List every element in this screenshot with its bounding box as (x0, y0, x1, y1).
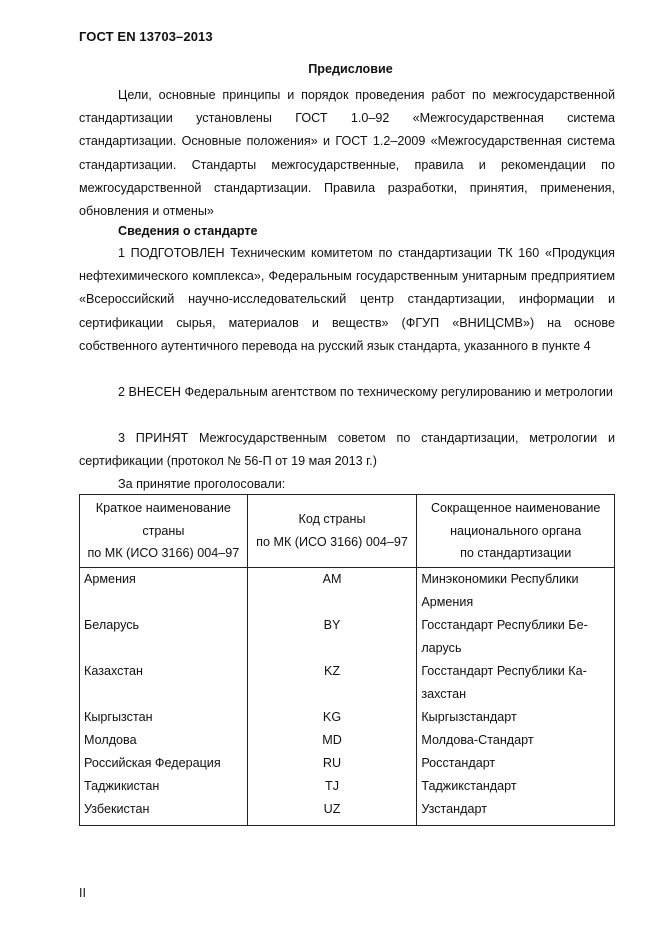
body-line: Госстандарт Республики Ка- (421, 663, 587, 678)
country-cell: Кыргызстан (80, 706, 248, 729)
table-row (80, 660, 615, 706)
body-cell: Таджикстандарт (417, 775, 615, 798)
country-cell: Узбекистан (80, 798, 248, 826)
table-row (80, 567, 615, 614)
country-cell: Казахстан (80, 660, 248, 706)
table-row (80, 752, 615, 775)
header-code (247, 495, 417, 568)
body-cell: Кыргызстандарт (417, 706, 615, 729)
foreword-title: Предисловие (308, 62, 393, 76)
item-adopted: 3 ПРИНЯТ Межгосударственным советом по стандартизации, метрологии и сертификации (протокол № 56-П от 19 мая 2013 г.) (79, 431, 615, 469)
code-cell: UZ (247, 798, 417, 826)
voted-label: За принятие проголосовали: (118, 477, 286, 491)
code-cell: MD (247, 729, 417, 752)
country-cell: Армения (80, 567, 248, 614)
header-line: национального органа (450, 523, 582, 538)
code-cell: KZ (247, 660, 417, 706)
table-header-row (80, 495, 615, 568)
body-cell (417, 567, 615, 614)
body-line: захстан (421, 686, 467, 701)
body-line: Минэкономики Республики (421, 571, 579, 586)
code-cell: AM (247, 567, 417, 614)
foreword-intro: Цели, основные принципы и порядок проведения работ по межгосударственной стандартизации установлены ГОСТ 1.0–92 «Межгосударственная система стандартизации. Основные положения» и ГОСТ 1.2–2009 «Межгосударственная система стандартизации. Стандарты межгосударственные, правила и рекомендации по межгосударственной стандартизации. Правила разработки, принятия, применения, обновления и отмены» (79, 88, 615, 219)
body-cell: Росстандарт (417, 752, 615, 775)
header-line: Код страны (298, 512, 366, 527)
item-prepared: 1 ПОДГОТОВЛЕН Техническим комитетом по стандартизации ТК 160 «Продукция нефтехимического комплекса», Федеральным государственным унитарным предприятием «Всероссийский научно-исследовательский центр стандартизации, информации и сертификации сырья, материалов и веществ» (ФГУП «ВНИЦСМВ») на основе собственного аутентичного перевода на русский язык стандарта, указанного в пункте 4 (79, 246, 615, 353)
document-id: ГОСТ EN 13703–2013 (79, 29, 213, 44)
header-line: Сокращенное наименование (430, 501, 601, 515)
body-line: Госстандарт Республики Бе- (421, 617, 588, 632)
about-standard-heading: Сведения о стандарте (118, 224, 258, 238)
header-line: по МК (ИСО 3166) 004–97 (87, 546, 240, 560)
item-introduced: 2 ВНЕСЕН Федеральным агентством по техническому регулированию и метрологии (118, 385, 613, 399)
body-cell: Молдова-Стандарт (417, 729, 615, 752)
body-cell (417, 614, 615, 660)
code-cell: TJ (247, 775, 417, 798)
table-row (80, 706, 615, 729)
body-line: ларусь (421, 640, 462, 655)
body-cell: Узстандарт (417, 798, 615, 826)
header-country (80, 495, 248, 568)
page-number: II (79, 886, 86, 900)
body-cell (417, 660, 615, 706)
header-line: страны (142, 523, 185, 538)
country-cell: Таджикистан (80, 775, 248, 798)
table-row (80, 729, 615, 752)
country-cell: Беларусь (80, 614, 248, 660)
code-cell: BY (247, 614, 417, 660)
header-line: по МК (ИСО 3166) 004–97 (256, 534, 408, 549)
header-line: Краткое наименование (95, 501, 231, 515)
header-national-body (417, 495, 615, 568)
table-row (80, 775, 615, 798)
country-cell: Российская Федерация (80, 752, 248, 775)
voting-table (79, 494, 615, 826)
header-line: по стандартизации (460, 546, 572, 560)
body-line: Армения (421, 594, 474, 609)
table-row (80, 614, 615, 660)
table-row (80, 798, 615, 826)
code-cell: RU (247, 752, 417, 775)
code-cell: KG (247, 706, 417, 729)
country-cell: Молдова (80, 729, 248, 752)
